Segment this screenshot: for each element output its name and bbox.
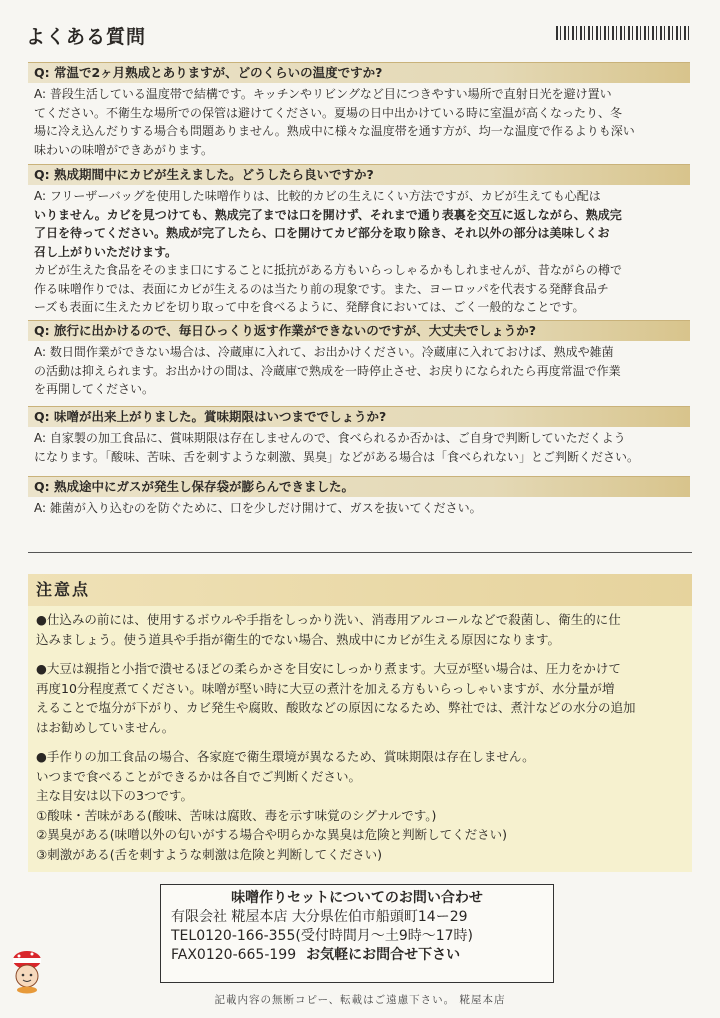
contact-title: 味噌作りセットについてのお問い合わせ: [231, 890, 483, 906]
note-line: ●大豆は親指と小指で潰せるほどの柔らかさを目安にしっかり煮ます。大豆が堅い場合は、圧力をかけて: [36, 661, 621, 676]
answer-line: A: フリーザーバッグを使用した味噌作りは、比較的カビの生えにくい方法ですが、カビが生えても心配は: [34, 189, 601, 203]
note-line: はお勧めしていません。: [36, 719, 175, 735]
contact-tel: TEL0120-166-355(受付時間月〜土9時〜17時): [171, 928, 474, 944]
note-line: ●手作りの加工食品の場合、各家庭で衛生環境が異なるため、賞味期限は存在しません。: [36, 749, 535, 764]
faq-answer: [28, 497, 690, 518]
faq-answer: [28, 427, 690, 466]
note-line: ①酸味・苦味がある(酸味、苦味は腐敗、毒を示す味覚のシグナルです。): [36, 807, 437, 823]
note-line: いつまで食べることができるかは各自でご判断ください。: [36, 768, 362, 784]
answer-line: A: 自家製の加工食品に、賞味期限は存在しませんので、食べられるか否かは、ご自身で判断していただくよう: [34, 431, 626, 445]
answer-line: 場に冷え込んだりする場合も問題ありません。熟成中に様々な温度帯を通す方が、均一な温度で作るよりも深い: [34, 124, 635, 138]
faq-item-3: [28, 320, 690, 399]
notes-title: 注意点: [28, 574, 692, 606]
faq-question: Q: 熟成途中にガスが発生し保存袋が膨らんできました。: [28, 476, 690, 497]
answer-line: A: 雑菌が入り込むのを防ぐために、口を少しだけ開けて、ガスを抜いてください。: [34, 501, 482, 515]
faq-question: Q: 味噌が出来上がりました。賞味期限はいつまででしょうか?: [28, 406, 690, 427]
answer-line: A: 数日間作業ができない場合は、冷蔵庫に入れて、お出かけください。冷蔵庫に入れておけば、熟成や雑菌: [34, 345, 614, 359]
faq-item-4: [28, 406, 690, 466]
answer-line: を再開してください。: [34, 382, 155, 396]
faq-item-5: [28, 476, 690, 518]
answer-line: 作る味噌作りでは、表面にカビが生えるのは当たり前の現象です。また、ヨーロッパを代表する発酵食品チ: [34, 281, 609, 296]
contact-fax-row: [161, 946, 553, 965]
answer-line: 味わいの味噌ができあがります。: [34, 142, 214, 157]
answer-line: の活動は抑えられます。お出かけの間は、冷蔵庫で熟成を一時停止させ、お戻りになられたら再度常温で作業: [34, 363, 621, 378]
footer-notice: 記載内容の無断コピー、転載はご遠慮下さい。 糀屋本店: [214, 994, 506, 1006]
answer-line: 召し上がりいただけます。: [34, 244, 178, 259]
answer-line: てください。不衛生な場所での保管は避けてください。夏場の日中出かけている時に室温が高くなったり、冬: [34, 105, 623, 120]
contact-company: 有限会社 糀屋本店 大分県佐伯市船頭町14ー29: [171, 909, 468, 925]
contact-note: お気軽にお問合せ下さい: [306, 947, 461, 963]
answer-line: になります。「酸味、苦味、舌を刺すような刺激、異臭」などがある場合は「食べられない」とご判断ください。: [34, 449, 640, 464]
faq-item-2: [28, 164, 690, 317]
faq-answer: [28, 185, 690, 317]
contact-box: [160, 884, 554, 983]
note-line: ②異臭がある(味噌以外の匂いがする場合や明らかな異臭は危険と判断してください): [36, 827, 507, 842]
note-line: 再度10分程度煮てください。味噌が堅い時に大豆の煮汁を加える方もいらっしゃいますが、水分量が増: [36, 680, 615, 696]
faq-question: Q: 旅行に出かけるので、毎日ひっくり返す作業ができないのですが、大丈夫でしょうか?: [28, 320, 690, 341]
faq-question: Q: 熟成期間中にカビが生えました。どうしたら良いですか?: [28, 164, 690, 185]
section-divider: [28, 552, 692, 553]
notes-body: [28, 606, 692, 864]
answer-line: いりません。カビを見つけても、熟成完了までは口を開けず、それまで通り表裏を交互に返しながら、熟成完: [34, 207, 622, 222]
barcode-graphic: [556, 26, 692, 40]
note-line: ●仕込みの前には、使用するボウルや手指をしっかり洗い、消毒用アルコールなどで殺菌し、衛生的に仕: [36, 612, 621, 627]
answer-line: カビが生えた食品をそのまま口にすることに抵抗がある方もいらっしゃるかもしれませんが、昔ながらの樽で: [34, 263, 623, 277]
faq-answer: [28, 341, 690, 399]
note-line: 主な目安は以下の3つです。: [36, 788, 193, 803]
answer-line: ーズも表面に生えたカビを切り取って中を食べるように、発酵食においては、ごく一般的なことです。: [34, 300, 585, 314]
contact-fax: FAX0120-665-199: [171, 947, 297, 963]
faq-question: Q: 常温で2ヶ月熟成とありますが、どのくらいの温度ですか?: [28, 62, 690, 83]
faq-answer: [28, 83, 690, 159]
faq-item-1: [28, 62, 690, 159]
mascot-icon: [10, 948, 44, 994]
notes-section: [28, 574, 692, 872]
note-line: えることで塩分が下がり、カビ発生や腐敗、酸敗などの原因になるため、弊社では、煮汁などの水分の追加: [36, 700, 636, 715]
answer-line: A: 普段生活している温度帯で結構です。キッチンやリビングなど目につきやすい場所で直射日光を避け置い: [34, 87, 612, 101]
faq-title: よくある質問: [26, 26, 147, 48]
answer-line: 了日を待ってください。熟成が完了したら、口を開けてカビ部分を取り除き、それ以外の部分は美味しくお: [34, 226, 610, 240]
note-line: 込みましょう。使う道具や手指が衛生的でない場合、熟成中にカビが生える原因になります。: [36, 631, 561, 647]
note-line: ③刺激がある(舌を刺すような刺激は危険と判断してください): [36, 846, 382, 862]
